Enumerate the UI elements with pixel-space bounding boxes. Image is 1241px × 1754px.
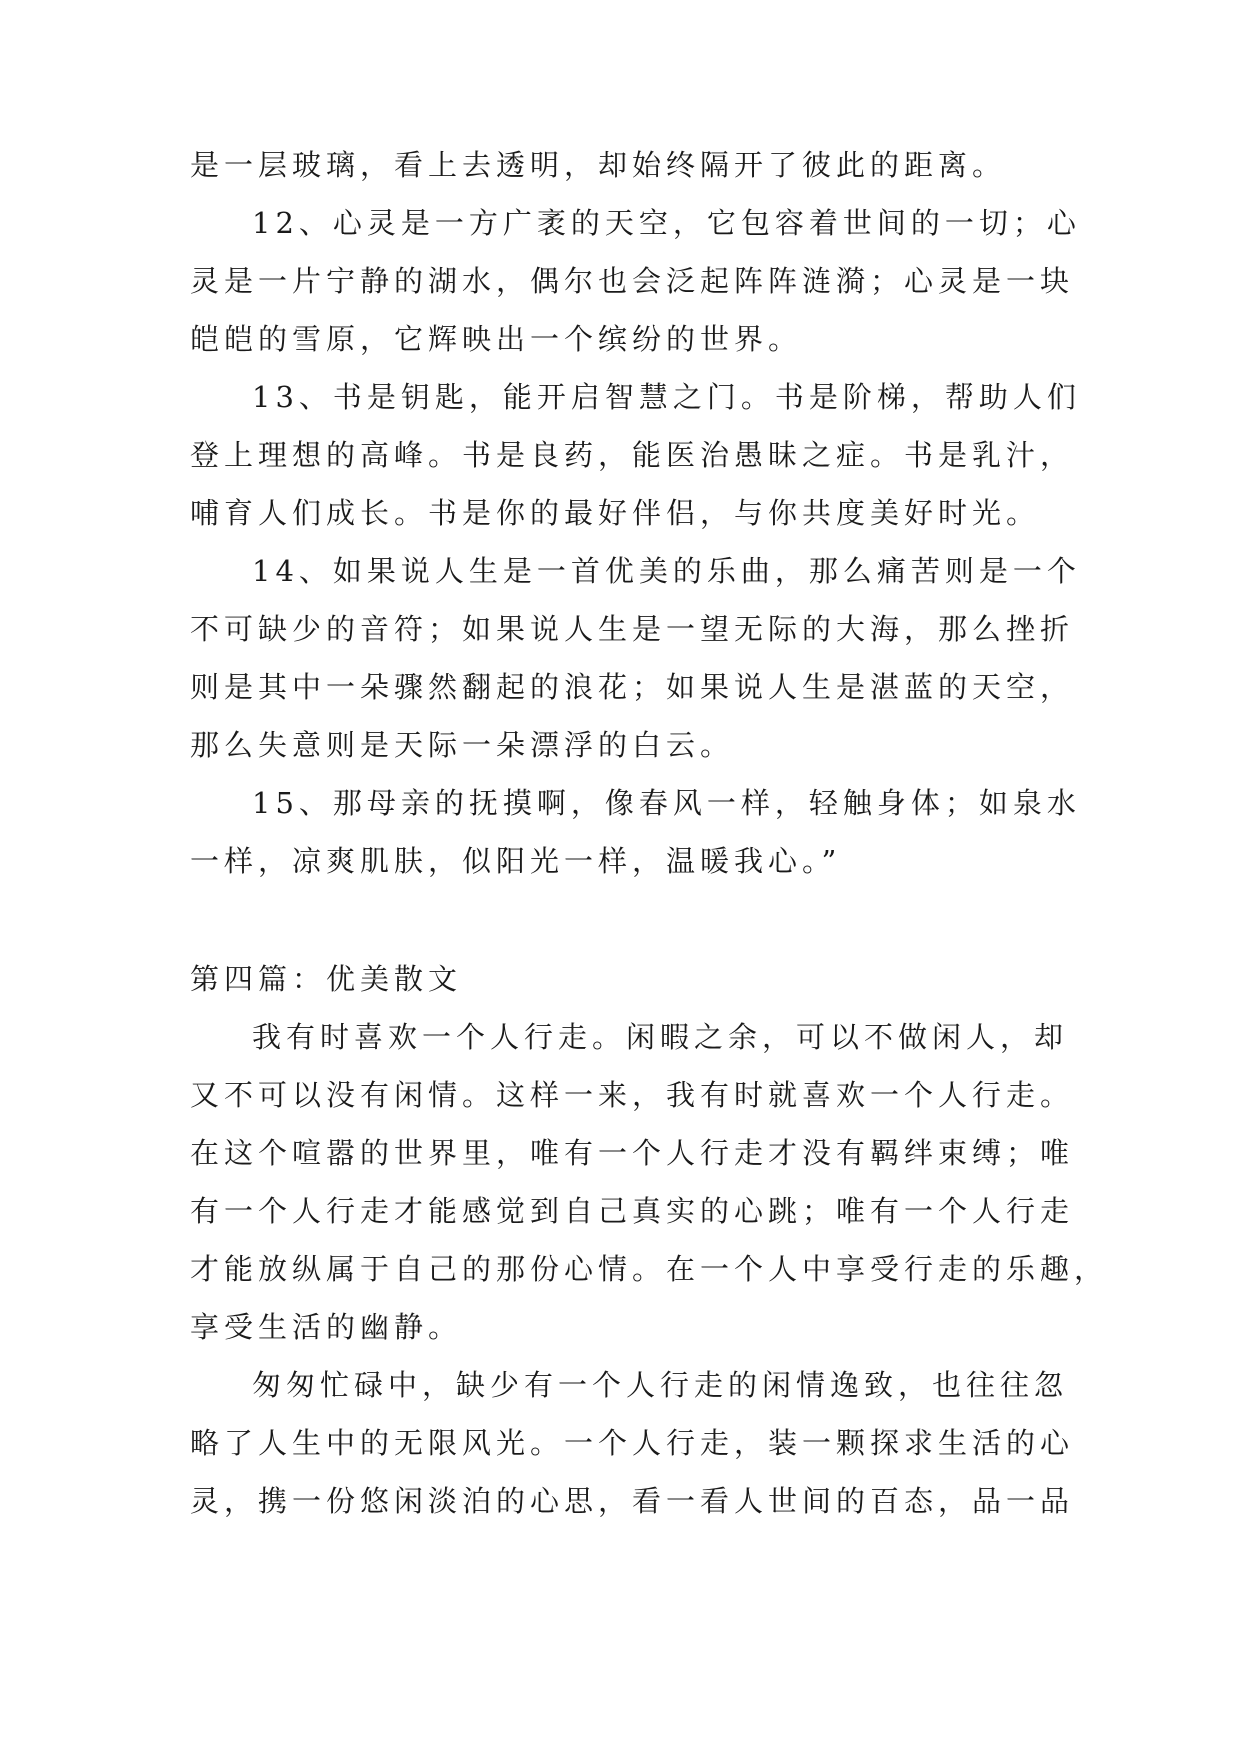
- text-line: 15、那母亲的抚摸啊，像春风一样，轻触身体；如泉水: [252, 786, 1081, 820]
- text-line: 才能放纵属于自己的那份心情。在一个人中享受行走的乐趣，: [190, 1252, 1109, 1286]
- text-line: 不可缺少的音符；如果说人生是一望无际的大海，那么挫折: [190, 612, 1075, 646]
- text-line: 匆匆忙碌中，缺少有一个人行走的闲情逸致，也往往忽: [252, 1368, 1069, 1402]
- text-line: 我有时喜欢一个人行走。闲暇之余，可以不做闲人，却: [252, 1020, 1069, 1054]
- text-line: 12、心灵是一方广袤的天空，它包容着世间的一切；心: [252, 206, 1081, 240]
- text-line: 13、书是钥匙，能开启智慧之门。书是阶梯，帮助人们: [252, 380, 1081, 414]
- text-line: 那么失意则是天际一朵漂浮的白云。: [190, 728, 735, 762]
- text-line: 是一层玻璃，看上去透明，却始终隔开了彼此的距离。: [190, 148, 1007, 182]
- text-line: 一样，凉爽肌肤，似阳光一样，温暖我心。”: [190, 844, 842, 878]
- text-line: 灵，携一份悠闲淡泊的心思，看一看人世间的百态，品一品: [190, 1484, 1075, 1518]
- text-line: 皑皑的雪原，它辉映出一个缤纷的世界。: [190, 322, 803, 356]
- text-line: 登上理想的高峰。书是良药，能医治愚昧之症。书是乳汁，: [190, 438, 1075, 472]
- text-line: 灵是一片宁静的湖水，偶尔也会泛起阵阵涟漪；心灵是一块: [190, 264, 1075, 298]
- text-line: 则是其中一朵骤然翻起的浪花；如果说人生是湛蓝的天空，: [190, 670, 1075, 704]
- text-line: 略了人生中的无限风光。一个人行走，装一颗探求生活的心: [190, 1426, 1075, 1460]
- text-line: 哺育人们成长。书是你的最好伴侣，与你共度美好时光。: [190, 496, 1041, 530]
- text-line: 有一个人行走才能感觉到自己真实的心跳；唯有一个人行走: [190, 1194, 1075, 1228]
- text-line: 享受生活的幽静。: [190, 1310, 463, 1344]
- text-line: 14、如果说人生是一首优美的乐曲，那么痛苦则是一个: [252, 554, 1081, 588]
- section-heading: 第四篇：优美散文: [190, 962, 463, 996]
- text-line: 在这个喧嚣的世界里，唯有一个人行走才没有羁绊束缚；唯: [190, 1136, 1075, 1170]
- text-line: 又不可以没有闲情。这样一来，我有时就喜欢一个人行走。: [190, 1078, 1075, 1112]
